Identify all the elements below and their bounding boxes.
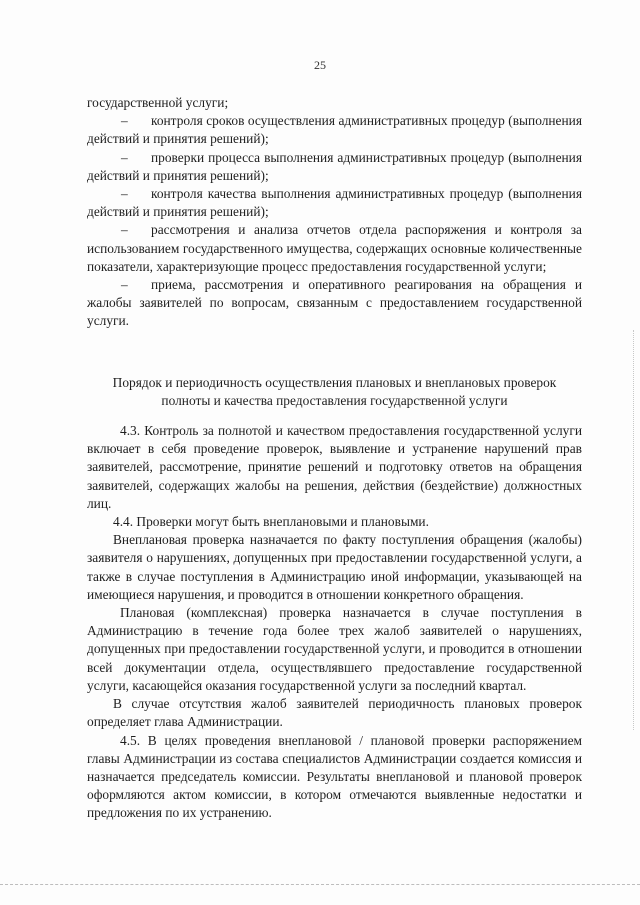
paragraph-scheduled-check: Плановая (комплексная) проверка назначается в случае поступления в Администрацию в течение года более трех жалоб заявителей о нарушениях, допущенных при предоставлении государственной услуги, и проводится в отношении всей документации отдела, осуществлявшего предоставление государственной услуги, касающейся оказания государственной услуги за последний квартал. xyxy=(87,605,582,693)
list-item xyxy=(87,149,582,185)
spacer xyxy=(87,410,582,422)
spacer xyxy=(87,331,582,374)
list-dash: – xyxy=(121,113,128,129)
page-body xyxy=(87,94,582,823)
list-item-text: контроля качества выполнения административных процедур (выполнения действий и принятия решений); xyxy=(87,186,582,220)
list-item-text: контроля сроков осуществления административных процедур (выполнения действий и принятия решений); xyxy=(87,113,582,147)
list-dash: – xyxy=(121,277,128,293)
list-item xyxy=(87,94,582,112)
list-dash: – xyxy=(121,222,128,238)
paragraph-4-4: 4.4. Проверки могут быть внеплановыми и плановыми. xyxy=(113,514,429,530)
paragraph-4-5: 4.5. В целях проведения внеплановой / плановой проверки распоряжением главы Администрации из состава специалистов Администрации создается комиссия и назначается председатель комиссии. Результаты внеплановой и плановой проверок оформляются актом комиссии, в котором отмечаются выявленные недостатки и предложения по их устранению. xyxy=(87,732,582,821)
list-dash: – xyxy=(121,149,128,165)
section-heading-line: полноты и качества предоставления государственной услуги xyxy=(161,392,508,408)
paragraph-4-3: 4.3. Контроль за полнотой и качеством предоставления государственной услуги включает в себя проведение проверок, выявление и устранение нарушений прав заявителей, рассмотрение, принятие решений и подготовку ответов на обращения заявителей, содержащих жалобы на решения, действия (бездействие) должностных лиц. xyxy=(87,423,582,511)
list-item-text: проверки процесса выполнения административных процедур (выполнения действий и принятия решений); xyxy=(87,149,582,183)
paragraph-check-frequency: В случае отсутствия жалоб заявителей периодичность плановых проверок определяет глава Администрации. xyxy=(87,696,582,730)
list-dash: – xyxy=(121,186,128,202)
page-number: 25 xyxy=(314,58,326,72)
list-item-text: рассмотрения и анализа отчетов отдела распоряжения и контроля за использованием государственного имущества, содержащих основные количественные показатели, характеризующие процесс предоставления государственной услуги; xyxy=(87,222,582,274)
section-heading-line: Порядок и периодичность осуществления плановых и внеплановых проверок xyxy=(112,374,557,390)
list-item xyxy=(87,221,582,276)
list-item-text: приема, рассмотрения и оперативного реагирования на обращения и жалобы заявителей по вопросам, связанным с предоставлением государственной услуги. xyxy=(87,277,582,329)
paragraph-unscheduled-check: Внеплановая проверка назначается по факту поступления обращения (жалобы) заявителя о нарушениях, допущенных при предоставлении государственной услуги, а также в случае поступления в Администрацию иной информации, указывающей на имеющиеся нарушения, и проводится в отношении конкретного обращения. xyxy=(87,532,582,602)
scan-bottom-rule xyxy=(0,884,640,885)
list-item-text: государственной услуги; xyxy=(87,95,229,110)
scan-edge-marks xyxy=(631,330,634,730)
list-item xyxy=(87,112,582,148)
list-item xyxy=(87,276,582,331)
list-item xyxy=(87,185,582,221)
